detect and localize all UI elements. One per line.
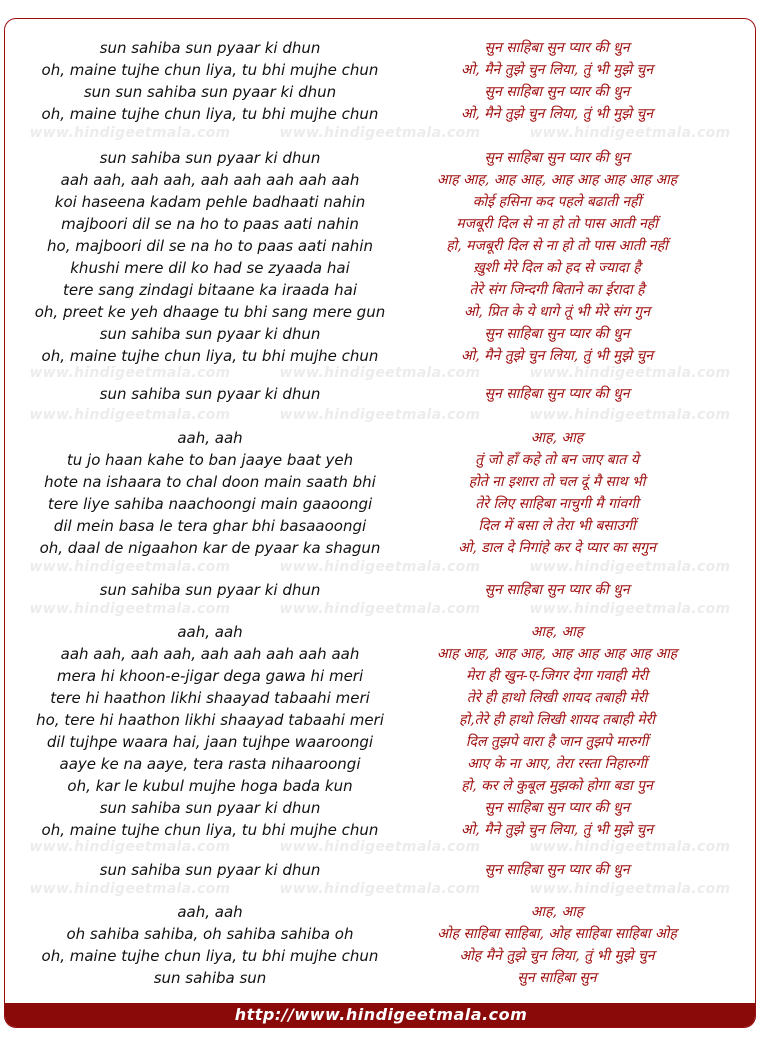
- lyric-english: aah, aah: [177, 429, 243, 447]
- watermark-text: www.hindigeetmala.com: [29, 407, 231, 423]
- lyric-english: ho, majboori dil se na ho to paas aati nahin: [47, 237, 373, 255]
- lyric-english: oh, maine tujhe chun liya, tu bhi mujhe chun: [41, 821, 379, 839]
- watermark-text: www.hindigeetmala.com: [529, 839, 731, 855]
- lyric-hindi: तेरे ही हाथो लिखी शायद तबाही मेरी: [466, 690, 648, 706]
- lyric-hindi: मजबूरी दिल से ना हो तो पास आती नहीं: [456, 216, 658, 232]
- lyric-english: hote na ishaara to chal doon main saath bhi: [44, 473, 376, 491]
- lyric-english: aah, aah: [177, 623, 243, 641]
- watermark-text: www.hindigeetmala.com: [529, 365, 731, 381]
- watermark-row: [5, 407, 756, 425]
- lyric-hindi: ओ, मैने तुझे चुन लिया, तुं भी मुझे चुन: [460, 62, 654, 78]
- watermark-text: www.hindigeetmala.com: [279, 125, 481, 141]
- lyric-line: [5, 169, 756, 191]
- watermark-text: www.hindigeetmala.com: [29, 365, 231, 381]
- lyric-line: [5, 709, 756, 731]
- lyric-hindi: सुन साहिबा सुन प्यार की धुन: [484, 150, 630, 166]
- lyric-hindi: सुन साहिबा सुन प्यार की धुन: [484, 326, 630, 342]
- lyric-hindi: कोई हसिना कद पहले बढाती नहीं: [472, 194, 642, 210]
- lyric-line: [5, 257, 756, 279]
- lyric-hindi: ओह साहिबा साहिबा, ओह साहिबा साहिबा ओह: [437, 926, 677, 942]
- lyric-hindi: तेरे संग जिन्दगी बिताने का ईरादा है: [469, 282, 645, 298]
- lyric-line: [5, 449, 756, 471]
- lyric-english: tere liye sahiba naachoongi main gaaoongi: [47, 495, 373, 513]
- lyric-english: oh, maine tujhe chun liya, tu bhi mujhe chun: [41, 947, 379, 965]
- lyric-hindi: होते ना इशारा तो चल दूं मै साथ भी: [468, 474, 646, 490]
- watermark-row: [5, 559, 756, 577]
- lyric-hindi: आह, आह: [530, 624, 584, 640]
- lyric-english: oh, maine tujhe chun liya, tu bhi mujhe chun: [41, 61, 379, 79]
- lyric-hindi: मेरा ही खुन-ए-जिगर देगा गवाही मेरी: [465, 668, 649, 684]
- lyric-english: sun sahiba sun pyaar ki dhun: [99, 799, 321, 817]
- lyric-english: sun sahiba sun: [153, 969, 267, 987]
- watermark-text: www.hindigeetmala.com: [279, 407, 481, 423]
- lyric-line: [5, 643, 756, 665]
- watermark-row: [5, 125, 756, 143]
- lyric-english: dil tujhpe waara hai, jaan tujhpe waaroongi: [46, 733, 374, 751]
- lyric-hindi: सुन साहिबा सुन प्यार की धुन: [484, 862, 630, 878]
- lyric-line: [5, 621, 756, 643]
- lyric-english: ho, tere hi haathon likhi shaayad tabaahi meri: [36, 711, 384, 729]
- lyric-english: dil mein basa le tera ghar bhi basaaoongi: [53, 517, 367, 535]
- lyric-english: tu jo haan kahe to ban jaaye baat yeh: [66, 451, 354, 469]
- watermark-text: www.hindigeetmala.com: [529, 881, 731, 897]
- lyric-line: [5, 427, 756, 449]
- lyric-line: [5, 859, 756, 881]
- lyric-english: koi haseena kadam pehle badhaati nahin: [54, 193, 366, 211]
- watermark-text: www.hindigeetmala.com: [29, 559, 231, 575]
- footer-url[interactable]: http://www.hindigeetmala.com: [5, 1003, 756, 1027]
- lyric-english: oh, maine tujhe chun liya, tu bhi mujhe chun: [41, 105, 379, 123]
- lyric-line: [5, 323, 756, 345]
- lyric-english: mera hi khoon-e-jigar dega gawa hi meri: [56, 667, 364, 685]
- lyric-line: [5, 537, 756, 559]
- lyric-english: majboori dil se na ho to paas aati nahin: [61, 215, 359, 233]
- lyric-hindi: दिल तुझपे वारा है जान तुझपे मारुगीं: [465, 734, 649, 750]
- lyric-line: [5, 923, 756, 945]
- lyric-english: oh, daal de nigaahon kar de pyaar ka shagun: [39, 539, 381, 557]
- lyric-line: [5, 103, 756, 125]
- lyric-hindi: सुन साहिबा सुन प्यार की धुन: [484, 582, 630, 598]
- lyric-english: tere hi haathon likhi shaayad tabaahi meri: [50, 689, 370, 707]
- lyric-line: [5, 59, 756, 81]
- lyric-line: [5, 797, 756, 819]
- lyric-hindi: ओ, मैने तुझे चुन लिया, तुं भी मुझे चुन: [460, 106, 654, 122]
- lyric-english: aah, aah: [177, 903, 243, 921]
- lyric-line: [5, 967, 756, 989]
- watermark-text: www.hindigeetmala.com: [529, 407, 731, 423]
- lyric-line: [5, 147, 756, 169]
- watermark-row: [5, 839, 756, 857]
- watermark-text: www.hindigeetmala.com: [279, 365, 481, 381]
- watermark-text: www.hindigeetmala.com: [529, 559, 731, 575]
- watermark-text: www.hindigeetmala.com: [279, 559, 481, 575]
- lyric-hindi: सुन साहिबा सुन प्यार की धुन: [484, 800, 630, 816]
- lyric-english: sun sahiba sun pyaar ki dhun: [99, 581, 321, 599]
- lyric-english: sun sahiba sun pyaar ki dhun: [99, 39, 321, 57]
- watermark-text: www.hindigeetmala.com: [529, 601, 731, 617]
- watermark-row: [5, 601, 756, 619]
- lyric-line: [5, 945, 756, 967]
- lyric-line: [5, 665, 756, 687]
- lyric-english: khushi mere dil ko had se zyaada hai: [70, 259, 350, 277]
- lyric-english: oh, kar le kubul mujhe hoga bada kun: [67, 777, 353, 795]
- lyric-line: [5, 753, 756, 775]
- watermark-text: www.hindigeetmala.com: [279, 881, 481, 897]
- lyric-line: [5, 301, 756, 323]
- lyric-line: [5, 191, 756, 213]
- lyric-line: [5, 235, 756, 257]
- lyric-hindi: आह आह, आह आह, आह आह आह आह आह: [436, 172, 678, 188]
- lyric-line: [5, 213, 756, 235]
- lyric-english: oh sahiba sahiba, oh sahiba sahiba oh: [66, 925, 354, 943]
- lyric-hindi: सुन साहिबा सुन प्यार की धुन: [484, 40, 630, 56]
- lyric-line: [5, 81, 756, 103]
- watermark-text: www.hindigeetmala.com: [279, 601, 481, 617]
- lyric-english: aah aah, aah aah, aah aah aah aah aah: [60, 645, 360, 663]
- lyric-hindi: सुन साहिबा सुन प्यार की धुन: [484, 84, 630, 100]
- lyric-hindi: ओ, मैने तुझे चुन लिया, तुं भी मुझे चुन: [460, 348, 654, 364]
- lyric-hindi: आह, आह: [530, 430, 584, 446]
- lyric-english: sun sahiba sun pyaar ki dhun: [99, 861, 321, 879]
- lyric-hindi: सुन साहिबा सुन प्यार की धुन: [484, 386, 630, 402]
- lyric-line: [5, 819, 756, 841]
- lyric-hindi: आह आह, आह आह, आह आह आह आह आह: [436, 646, 678, 662]
- lyric-hindi: ओ, मैने तुझे चुन लिया, तुं भी मुझे चुन: [460, 822, 654, 838]
- lyric-hindi: दिल में बसा ले तेरा भी बसाउगीं: [478, 518, 636, 534]
- lyric-hindi: ओ, प्रित के ये धागे तूं भी मेरे संग गुन: [464, 304, 650, 320]
- lyric-english: aah aah, aah aah, aah aah aah aah aah: [60, 171, 360, 189]
- lyric-line: [5, 687, 756, 709]
- lyric-hindi: हो, मजबूरी दिल से ना हो तो पास आती नहीं: [446, 238, 668, 254]
- lyric-line: [5, 493, 756, 515]
- lyric-english: sun sun sahiba sun pyaar ki dhun: [83, 83, 337, 101]
- lyric-english: sun sahiba sun pyaar ki dhun: [99, 149, 321, 167]
- lyric-hindi: हो, कर ले कुबूल मुझको होगा बडा पुन: [461, 778, 653, 794]
- watermark-row: [5, 881, 756, 899]
- lyric-line: [5, 579, 756, 601]
- lyric-english: oh, maine tujhe chun liya, tu bhi mujhe chun: [41, 347, 379, 365]
- lyric-line: [5, 775, 756, 797]
- lyric-hindi: सुन साहिबा सुन: [517, 970, 597, 986]
- lyric-hindi: आह, आह: [530, 904, 584, 920]
- lyric-hindi: ओ, डाल दे निगांहे कर दे प्यार का सगुन: [458, 540, 656, 556]
- watermark-text: www.hindigeetmala.com: [529, 125, 731, 141]
- lyric-line: [5, 471, 756, 493]
- lyric-english: tere sang zindagi bitaane ka iraada hai: [63, 281, 357, 299]
- lyric-english: oh, preet ke yeh dhaage tu bhi sang mere gun: [34, 303, 386, 321]
- watermark-text: www.hindigeetmala.com: [29, 881, 231, 897]
- watermark-text: www.hindigeetmala.com: [29, 839, 231, 855]
- lyric-line: [5, 37, 756, 59]
- watermark-row: [5, 365, 756, 383]
- lyric-hindi: आए के ना आए, तेरा रस्ता निहारुगीं: [467, 756, 647, 772]
- watermark-text: www.hindigeetmala.com: [29, 601, 231, 617]
- lyric-english: sun sahiba sun pyaar ki dhun: [99, 385, 321, 403]
- lyric-line: [5, 731, 756, 753]
- lyric-line: [5, 279, 756, 301]
- lyric-english: aaye ke na aaye, tera rasta nihaaroongi: [59, 755, 361, 773]
- watermark-text: www.hindigeetmala.com: [279, 839, 481, 855]
- lyric-line: [5, 901, 756, 923]
- lyric-line: [5, 515, 756, 537]
- lyric-hindi: तेरे लिए साहिबा नाचुगी मै गांवगी: [475, 496, 639, 512]
- lyric-hindi: हो,तेरे ही हाथो लिखी शायद तबाही मेरी: [459, 712, 655, 728]
- lyric-hindi: ओह मैने तुझे चुन लिया, तुं भी मुझे चुन: [459, 948, 655, 964]
- lyrics-card: [4, 18, 756, 1028]
- watermark-text: www.hindigeetmala.com: [29, 125, 231, 141]
- lyric-hindi: ख़ुशी मेरे दिल को हद से ज्यादा है: [473, 260, 641, 276]
- lyric-line: [5, 345, 756, 367]
- lyric-hindi: तुं जो हाँ कहे तो बन जाए बात ये: [475, 452, 639, 468]
- lyric-english: sun sahiba sun pyaar ki dhun: [99, 325, 321, 343]
- lyric-line: [5, 383, 756, 405]
